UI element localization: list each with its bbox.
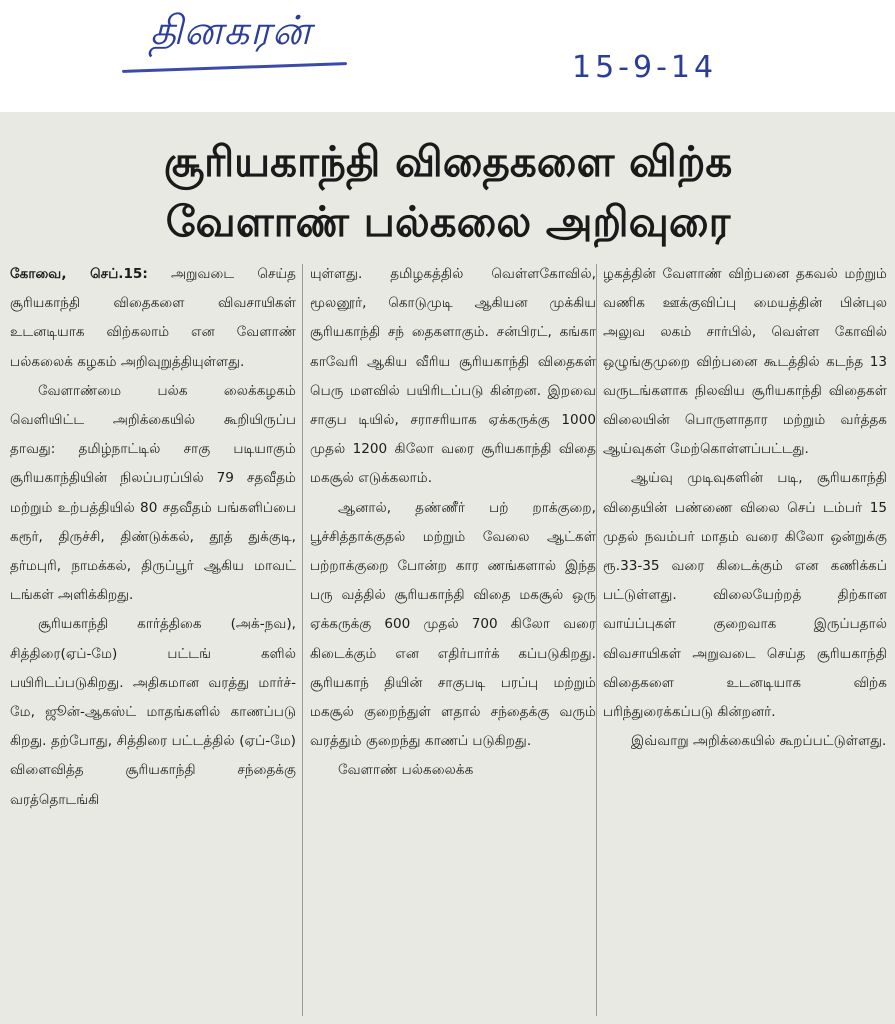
headline-line-2: வேளாண் பல்கலை அறிவுரை bbox=[165, 197, 731, 246]
masthead-underline bbox=[122, 62, 347, 73]
clipping-date: 15-9-14 bbox=[572, 50, 718, 85]
article-column-2 bbox=[310, 260, 596, 1020]
column-divider bbox=[596, 264, 597, 1016]
newspaper-clipping bbox=[0, 112, 895, 1024]
paragraph: ஆனால், தண்ணீர் பற் றாக்குறை, பூச்சித்தாக்குதல் மற்றும் வேலை ஆட்கள் பற்றாக்குறை போன்ற கார ணங்களால் இந்த பரு வத்தில் சூரியகாந்தி விதை மகசூல் ஒரு ஏக்கருக்கு 600 முதல் 700 கிலோ வரை கிடைக்கும் என எதிர்பார்க் கப்படுகிறது. சூரியகாந் தியின் சாகுபடி பரப்பு மற்றும் மகசூல் குறைந்துள் ளதால் சந்தைக்கு வரும் வரத்தும் குறைந்து காணப் படுகிறது. bbox=[310, 499, 596, 750]
headline-line-1: சூரியகாந்தி விதைகளை விற்க bbox=[163, 137, 733, 186]
paragraph: வேளாண்மை பல்க லைக்கழகம் வெளியிட்ட அறிக்கையில் கூறியிருப்ப தாவது: தமிழ்நாட்டில் சாகு படியாகும் சூரியகாந்தியின் நிலப்பரப்பில் 79 சதவீதம் மற்றும் உற்பத்தியில் 80 சதவீதம் பங்களிப்பை கரூர், திருச்சி, திண்டுக்கல், தூத் துக்குடி, தர்மபுரி, நாமக்கல், திருப்பூர் ஆகிய மாவட் டங்கள் அளிக்கிறது. bbox=[10, 382, 296, 604]
paragraph: வேளாண் பல்கலைக்க bbox=[338, 762, 474, 779]
dateline: கோவை, செப்.15: bbox=[10, 266, 148, 282]
paragraph: ஆய்வு முடிவுகளின் படி, சூரியகாந்தி விதையின் பண்ணை விலை செப் டம்பர் 15 முதல் நவம்பர் மாதம் வரை கிலோ ஒன்றுக்கு ரூ.33-35 வரை கிடைக்கும் என கணிக்கப் பட்டுள்ளது. விலையேற்றத் திற்கான வாய்ப்புகள் குறைவாக இருப்பதால் விவசாயிகள் அறுவடை செய்த சூரியகாந்தி விதைகளை உடனடியாக விற்க பரிந்துரைக்கப்படு கின்றனர். bbox=[603, 470, 887, 721]
paragraph: யுள்ளது. தமிழகத்தில் வெள்ளகோவில், மூலனூர், கொடுமுடி ஆகியன முக்கிய சூரியகாந்தி சந் தைகளாகும். சன்பிரட், கங்கா காவேரி ஆகிய வீரிய சூரியகாந்தி விதைகள் பெரு மளவில் பயிரிடப்படு கின்றன. இறவை சாகுப டியில், சராசரியாக ஏக்கருக்கு 1000 முதல் 1200 கிலோ வரை சூரியகாந்தி விதை மகசூல் எடுக்கலாம். bbox=[310, 266, 596, 487]
article-column-1 bbox=[10, 260, 296, 1020]
paragraph: இவ்வாறு அறிக்கையில் கூறப்பட்டுள்ளது. bbox=[631, 733, 887, 750]
column-divider bbox=[302, 264, 303, 1016]
paragraph: சூரியகாந்தி கார்த்திகை (அக்-நவ), சித்திரை(ஏப்-மே) பட்டங் களில் பயிரிடப்படுகிறது. அதிகமான வரத்து மார்ச்-மே, ஜூன்-ஆகஸ்ட் மாதங்களில் காணப்படு கிறது. தற்போது, சித்திரை பட்டத்தில் (ஏப்-மே) விளைவித்த சூரியகாந்தி சந்தைக்கு வரத்தொடங்கி bbox=[10, 616, 296, 808]
article-column-3 bbox=[603, 260, 887, 1020]
newspaper-masthead: தினகரன் bbox=[150, 8, 312, 54]
paragraph bbox=[10, 260, 296, 377]
paragraph: ழகத்தின் வேளாண் விற்பனை தகவல் மற்றும் வணிக ஊக்குவிப்பு மையத்தின் பின்புல அலுவ லகம் சார்பில், வெள்ள கோவில் ஒழுங்குமுறை விற்பனை கூடத்தில் கடந்த 13 வருடங்களாக நிலவிய சூரியகாந்தி விதைகள் விலையின் பொருளாதார மற்றும் வர்த்தக ஆய்வுகள் மேற்கொள்ளப்பட்டது. bbox=[603, 266, 887, 458]
paragraph-text: அறுவடை செய்த சூரியகாந்தி விதைகளை விவசாயிகள் உடனடியாக விற்கலாம் என வேளாண் பல்கலைக் கழகம் அறிவுறுத்தியுள்ளது. bbox=[10, 266, 296, 370]
clipping-header bbox=[0, 0, 895, 112]
